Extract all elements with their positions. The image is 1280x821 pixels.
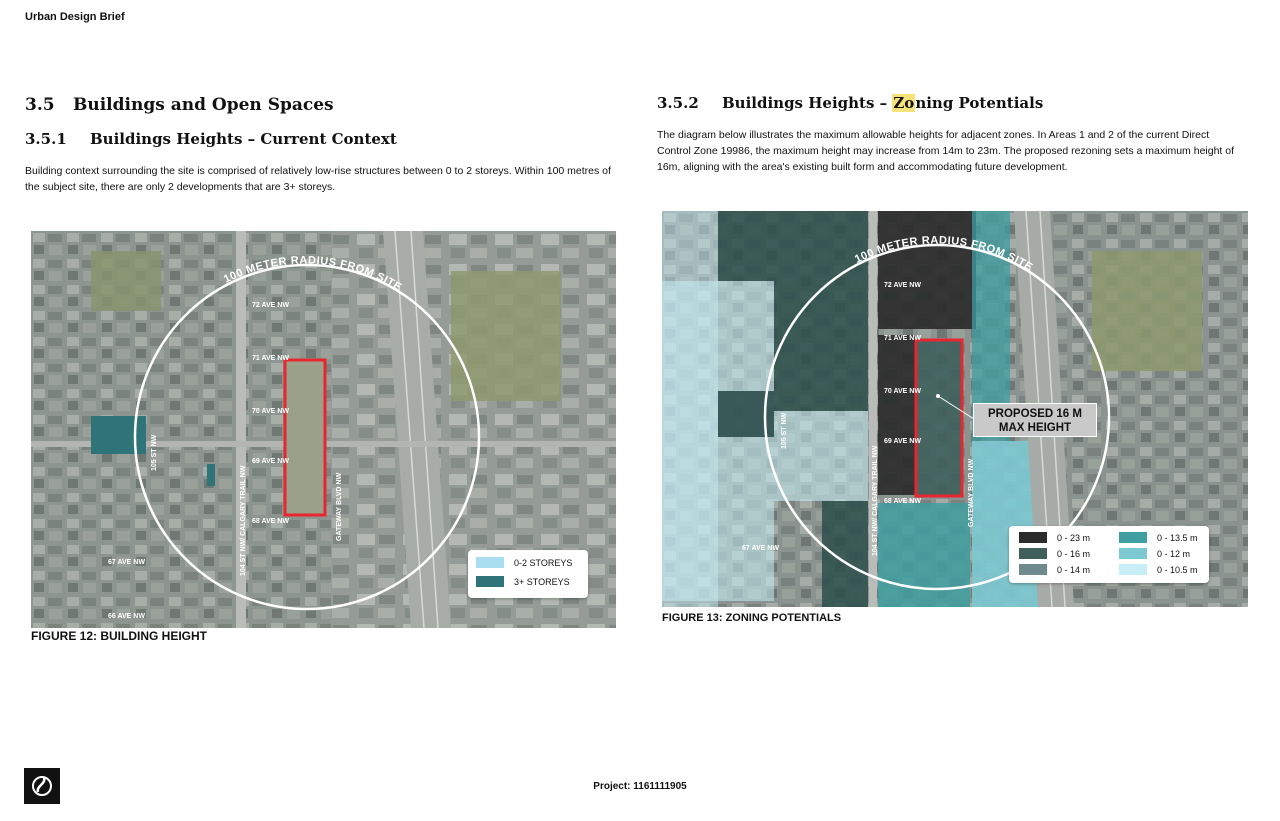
building-height-map — [31, 231, 616, 628]
legend-item — [1119, 532, 1198, 543]
building-height-legend — [468, 550, 588, 598]
subsection-number: 3.5.1 — [25, 130, 67, 148]
legend-swatch — [1119, 532, 1147, 543]
street-label: 105 ST NW — [151, 434, 158, 471]
radius-label: 100 METER RADIUS FROM SITE — [221, 254, 404, 294]
site-boundary — [285, 360, 325, 515]
street-label: 66 AVE NW — [108, 613, 145, 620]
legend-item — [476, 576, 570, 587]
street-label: 104 ST NW/ CALGARY TRAIL NW — [240, 465, 247, 576]
zoning-potentials-map — [662, 211, 1248, 607]
figure-12-caption: FIGURE 12: BUILDING HEIGHT — [31, 629, 208, 643]
subsection-heading-zoning — [657, 94, 1043, 112]
legend-item — [1019, 564, 1090, 575]
project-number: Project: 1161111905 — [593, 781, 687, 792]
tall-building-block — [91, 416, 146, 454]
street-label: 71 AVE NW — [252, 355, 289, 362]
street-label: 104 ST NW/ CALGARY TRAIL NW — [872, 445, 879, 556]
street-label: 68 AVE NW — [252, 518, 289, 525]
subsection-title-end: ning Potentials — [915, 94, 1044, 112]
street-label: 72 AVE NW — [252, 302, 289, 309]
zoning-potentials-paragraph: The diagram below illustrates the maximum allowable heights for adjacent zones. In Areas 1 and 2 of the current Direct Control Zone 19986, the maximum height may increase from 14m to 23m. The proposed rezoning sets a maximum height of 16m, aligning with the area's existing built form and accommodating future development. — [657, 129, 1235, 173]
section-title: Buildings and Open Spaces — [73, 95, 334, 115]
legend-swatch — [1119, 548, 1147, 559]
callout-line-2: MAX HEIGHT — [998, 422, 1072, 434]
legend-item — [476, 557, 572, 568]
street-label: 71 AVE NW — [884, 335, 921, 342]
legend-swatch — [1019, 564, 1047, 575]
street-label: 67 AVE NW — [108, 559, 145, 566]
legend-item — [1019, 548, 1090, 559]
subsection-heading-current — [25, 130, 397, 148]
legend-label: 0 - 10.5 m — [1157, 564, 1198, 575]
legend-item — [1019, 532, 1090, 543]
subsection-number: 3.5.2 — [657, 94, 699, 112]
legend-swatch — [1019, 548, 1047, 559]
legend-item — [1119, 548, 1190, 559]
street-label: 72 AVE NW — [884, 282, 921, 289]
legend-swatch — [476, 576, 504, 587]
legend-swatch — [476, 557, 504, 568]
legend-label: 0 - 13.5 m — [1157, 532, 1198, 543]
street-label: 70 AVE NW — [252, 408, 289, 415]
highlighted-text: Zo — [893, 94, 915, 112]
legend-swatch — [1119, 564, 1147, 575]
street-label: 105 ST NW — [781, 412, 788, 449]
street-label: 67 AVE NW — [742, 545, 779, 552]
legend-label: 0 - 16 m — [1057, 548, 1091, 559]
document-header-label: Urban Design Brief — [25, 11, 125, 23]
legend-label: 3+ STOREYS — [514, 576, 570, 587]
street-label: 70 AVE NW — [884, 388, 921, 395]
legend-swatch — [1019, 532, 1047, 543]
callout-line-1: PROPOSED 16 M — [988, 408, 1082, 420]
legend-label: 0 - 14 m — [1057, 564, 1091, 575]
proposed-height-callout — [973, 403, 1097, 437]
subsection-title: Buildings Heights – Current Context — [90, 130, 397, 148]
legend-item — [1119, 564, 1198, 575]
current-context-paragraph: Building context surrounding the site is comprised of relatively low-rise structures between 0 to 2 storeys. Within 100 metres of the subject site, there are only 2 developments that are 3+ storeys. — [25, 165, 611, 193]
street-label: 69 AVE NW — [884, 438, 921, 445]
radius-label: 100 METER RADIUS FROM SITE — [852, 234, 1035, 274]
street-label: GATEWAY BLVD NW — [336, 472, 343, 541]
figure-13-caption: FIGURE 13: ZONING POTENTIALS — [662, 612, 842, 624]
legend-label: 0 - 23 m — [1057, 532, 1091, 543]
zoning-legend — [1009, 526, 1209, 583]
street-label: 69 AVE NW — [252, 458, 289, 465]
section-number: 3.5 — [25, 95, 55, 115]
subsection-title-start: Buildings Heights – — [722, 94, 893, 112]
street-label: 68 AVE NW — [884, 498, 921, 505]
section-heading — [25, 95, 334, 115]
legend-label: 0-2 STOREYS — [514, 557, 573, 568]
street-label: GATEWAY BLVD NW — [968, 458, 975, 527]
legend-label: 0 - 12 m — [1157, 548, 1191, 559]
